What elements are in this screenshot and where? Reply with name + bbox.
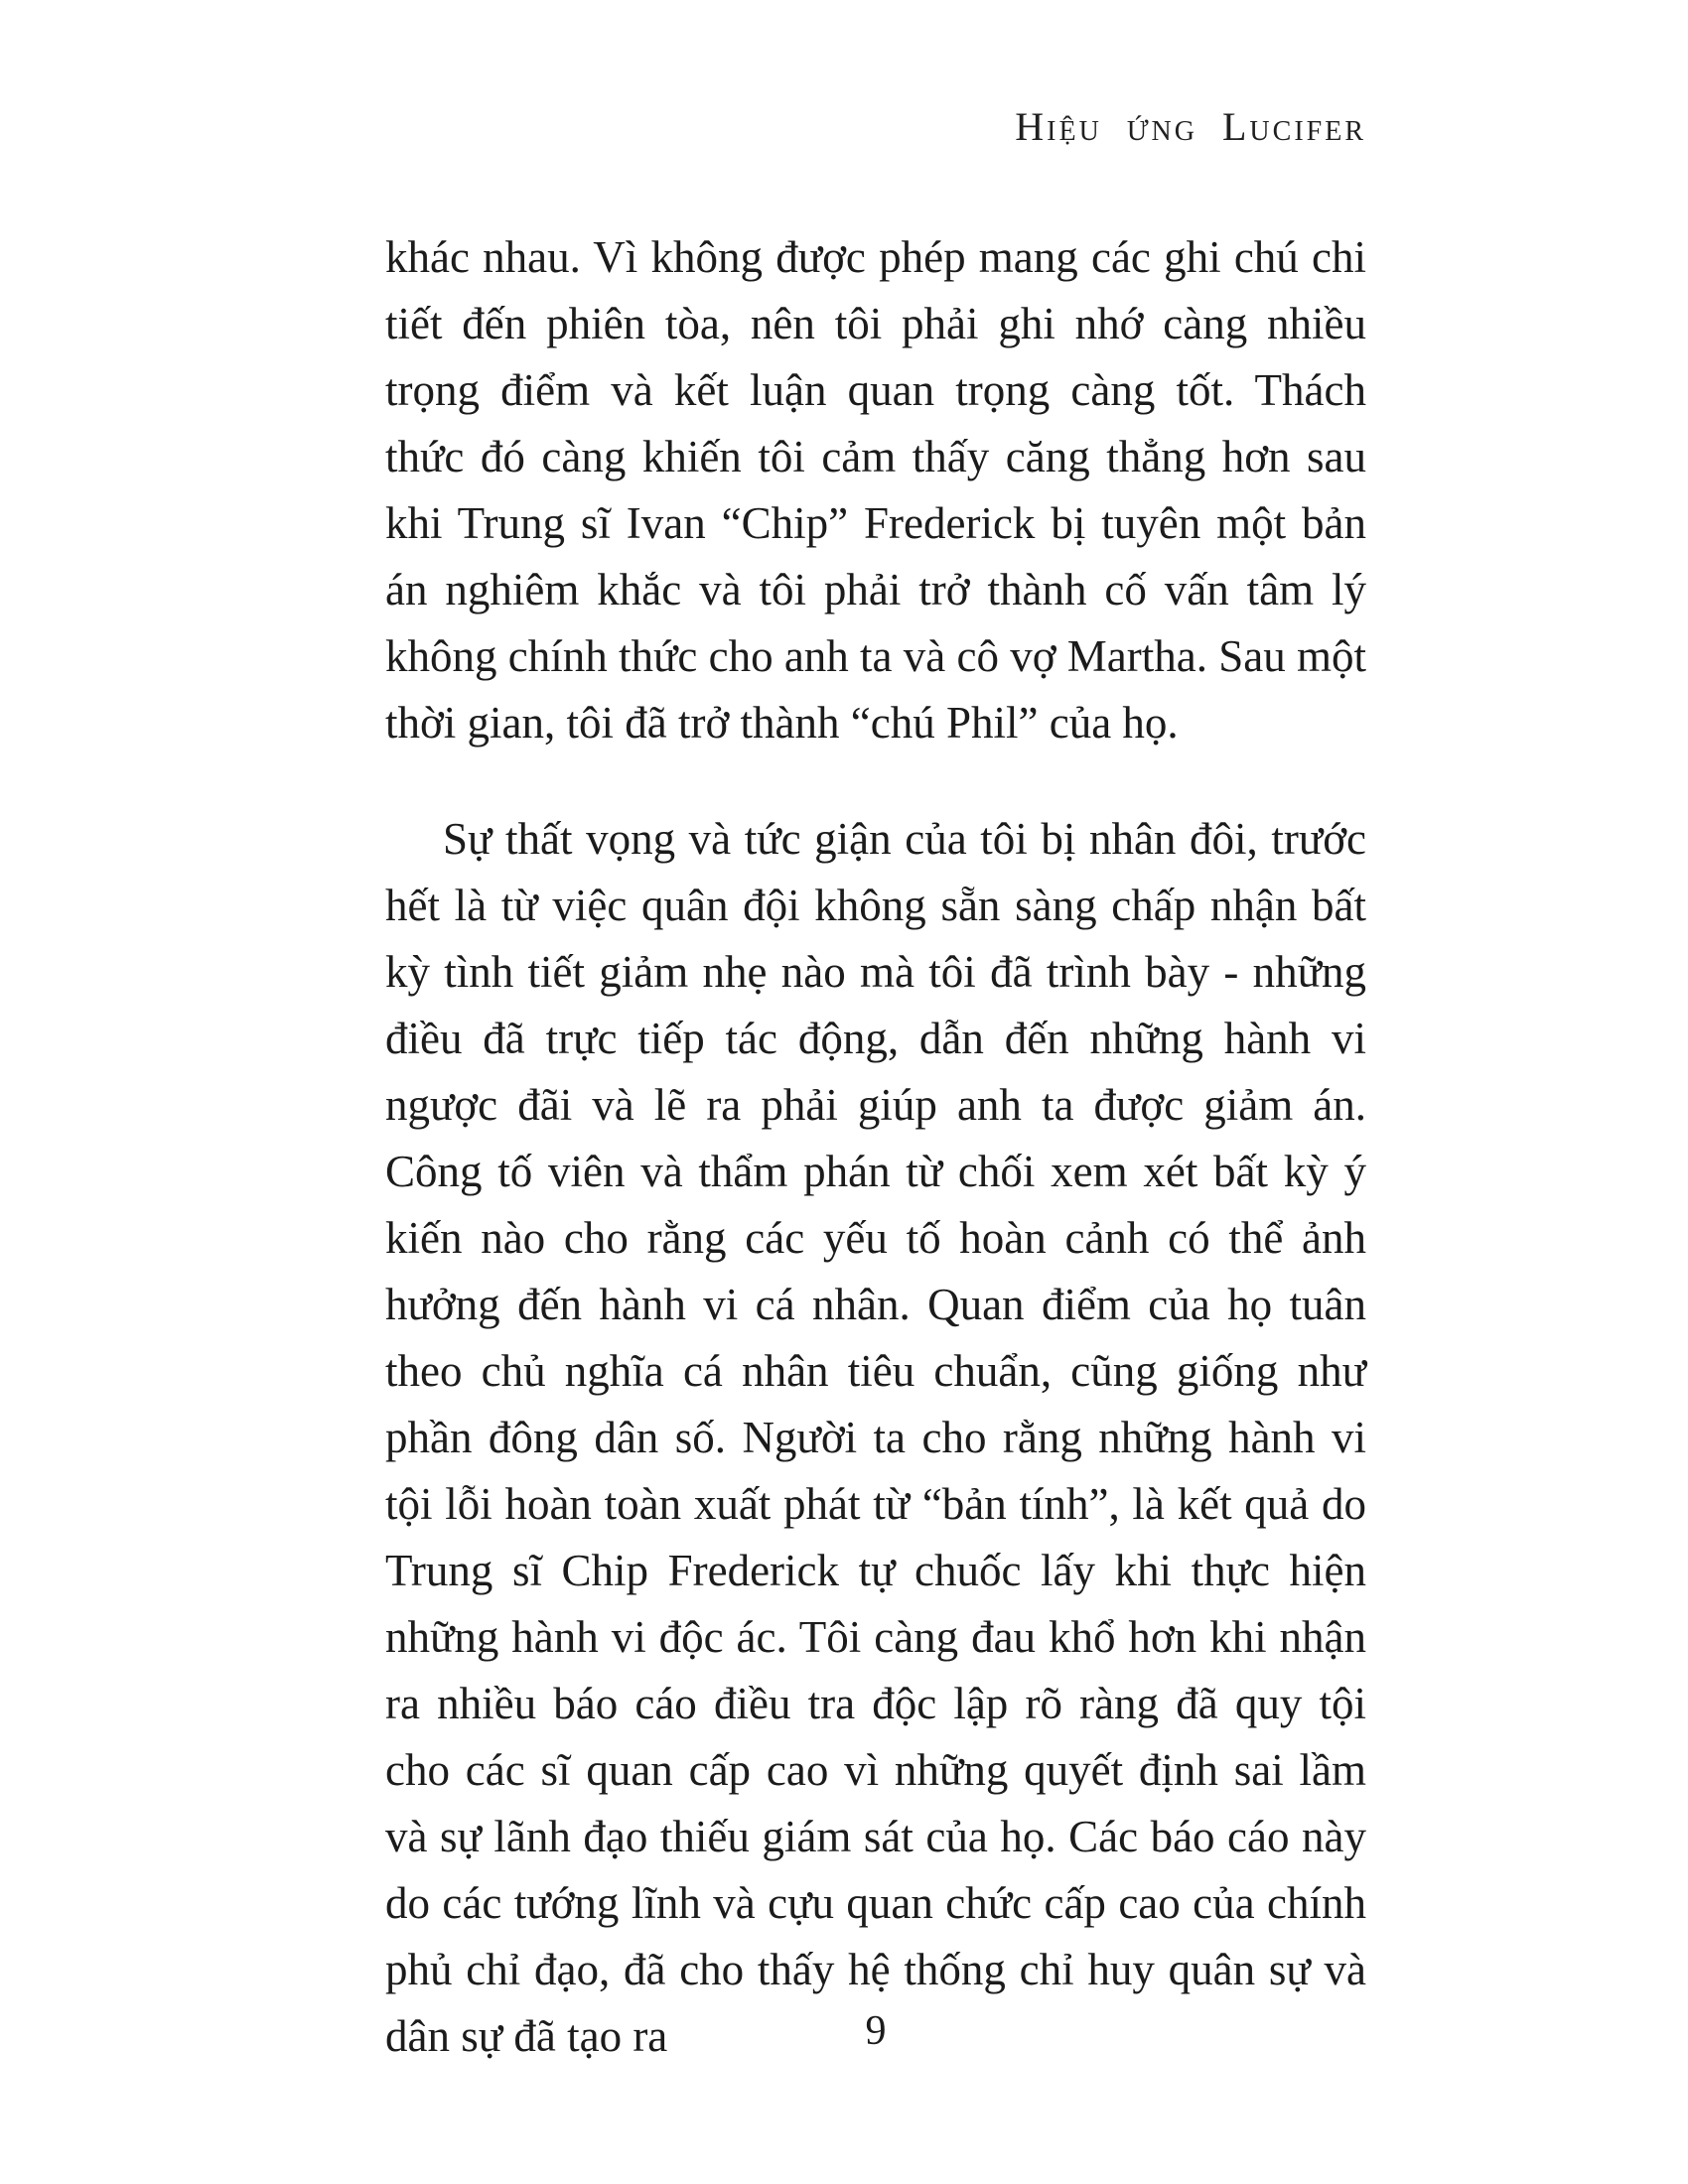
running-header-title: Hiệu ứng Lucifer bbox=[1015, 104, 1366, 149]
running-header bbox=[385, 103, 1366, 150]
paragraph: khác nhau. Vì không được phép mang các ghi chú chi tiết đến phiên tòa, nên tôi phải ghi nhớ càng nhiều trọng điểm và kết luận quan trọng càng tốt. Thách thức đó càng khiến tôi cảm thấy căng thẳng hơn sau khi Trung sĩ Ivan “Chip” Frederick bị tuyên một bản án nghiêm khắc và tôi phải trở thành cố vấn tâm lý không chính thức cho anh ta và cô vợ Martha. Sau một thời gian, tôi đã trở thành “chú Phil” của họ. bbox=[385, 232, 1366, 748]
paragraph: Sự thất vọng và tức giận của tôi bị nhân đôi, trước hết là từ việc quân đội không sẵn sàng chấp nhận bất kỳ tình tiết giảm nhẹ nào mà tôi đã trình bày - những điều đã trực tiếp tác động, dẫn đến những hành vi ngược đãi và lẽ ra phải giúp anh ta được giảm án. Công tố viên và thẩm phán từ chối xem xét bất kỳ ý kiến nào cho rằng các yếu tố hoàn cảnh có thể ảnh hưởng đến hành vi cá nhân. Quan điểm của họ tuân theo chủ nghĩa cá nhân tiêu chuẩn, cũng giống như phần đông dân số. Người ta cho rằng những hành vi tội lỗi hoàn toàn xuất phát từ “bản tính”, là kết quả do Trung sĩ Chip Frederick tự chuốc lấy khi thực hiện những hành vi độc ác. Tôi càng đau khổ hơn khi nhận ra nhiều báo cáo điều tra độc lập rõ ràng đã quy tội cho các sĩ quan cấp cao vì những quyết định sai lầm và sự lãnh đạo thiếu giám sát của họ. Các báo cáo này do các tướng lĩnh và cựu quan chức cấp cao của chính phủ chỉ đạo, đã cho thấy hệ thống chỉ huy quân sự và dân sự đã tạo ra bbox=[385, 814, 1366, 2061]
page-number: 9 bbox=[865, 2008, 887, 2054]
page-body bbox=[385, 224, 1366, 2070]
